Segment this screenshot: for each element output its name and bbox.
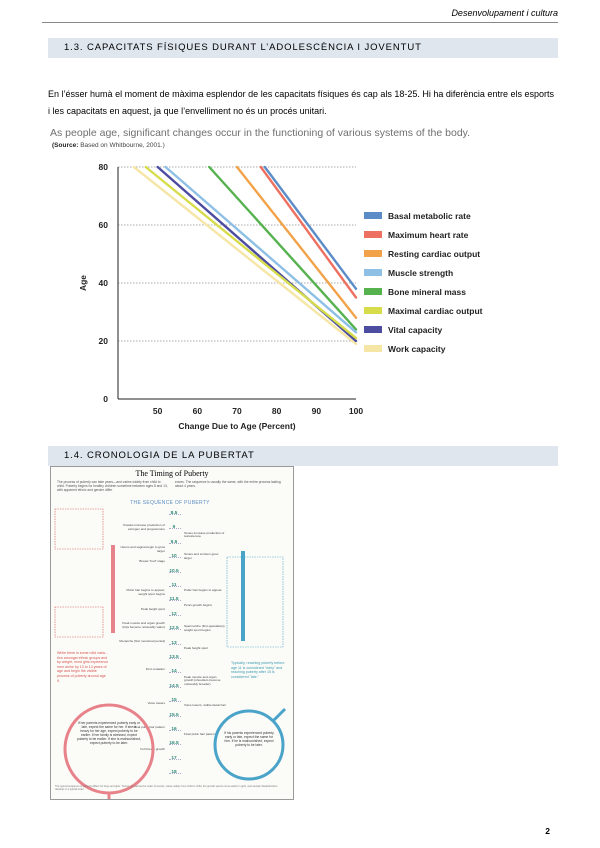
- girls-event: Final pubic hair pattern: [133, 725, 165, 729]
- girls-event: Voice lowers: [147, 700, 165, 705]
- legend-label: Resting cardiac output: [388, 249, 481, 259]
- x-tick-label: 90: [311, 406, 322, 416]
- legend-label: Bone mineral mass: [388, 287, 466, 297]
- girls-event: Uterus and vagina begin to grow larger: [120, 545, 165, 553]
- age-label: 15.5: [169, 712, 179, 718]
- girls-event: First ovulation: [145, 667, 165, 672]
- female-symbol: [65, 705, 153, 793]
- puberty-timing-infographic: [50, 466, 294, 800]
- page-number: 2: [545, 826, 550, 836]
- figure-source-text: Based on Whitbourne, 2001.): [80, 142, 165, 149]
- aging-line-chart: [48, 154, 518, 439]
- boys-event: Testes and scrotum grow larger: [184, 552, 219, 560]
- age-label: 14: [171, 669, 177, 675]
- girls-event: Breast "bud" stage: [139, 559, 165, 564]
- boys-event: Peak muscle and organ growth (shoulders become noticeably broader): [184, 674, 221, 686]
- girls-event: Menarche (first menstrual period): [119, 638, 165, 643]
- x-tick-label: 50: [152, 406, 163, 416]
- boys-event: Penis growth begins: [184, 602, 212, 607]
- girls-menarche-bracket: [55, 607, 103, 637]
- x-tick-label: 60: [192, 406, 203, 416]
- girls-event: Pubic hair begins to appear; weight spurt begins: [126, 588, 165, 596]
- infographic-graphics: [51, 467, 293, 799]
- legend-swatch: [364, 212, 382, 219]
- section-title-physical-capacities: 1.3. CAPACITATS FÍSIQUES DURANT L’ADOLESCÈNCIA I JOVENTUT: [48, 38, 558, 58]
- header-rule: [42, 22, 558, 23]
- age-label: 12: [171, 611, 177, 617]
- girls-event: Ovaries increase production of estrogen and progesterone: [123, 523, 165, 531]
- legend-swatch: [364, 307, 382, 314]
- figure-source: [52, 142, 165, 149]
- age-label: 13.5: [169, 655, 179, 660]
- legend-swatch: [364, 326, 382, 333]
- boys-range-bar: [241, 551, 245, 641]
- age-label: 9: [172, 525, 176, 531]
- legend-swatch: [364, 231, 382, 238]
- age-label: 18: [171, 770, 177, 776]
- series-line: [265, 167, 356, 289]
- y-axis-title: Age: [78, 274, 88, 292]
- age-label: 8.5: [170, 511, 178, 516]
- female-circle-text: If her parents experienced puberty early or late, expect the same for her. If she is heavy for her age, expect puberty to be earlier. If her family is stressed, expect puberty to be earlier. If she is malnourished, expect puberty to be later.: [77, 721, 141, 745]
- age-label: 13: [171, 640, 177, 646]
- boys-onset-bracket: [227, 557, 283, 647]
- girls-range-bar: [111, 545, 115, 633]
- y-tick-label: 0: [103, 394, 108, 404]
- infographic-intro-left: The process of puberty can take years—and varies widely from child to child. Puberty begins for healthy children sometime between ages 8 and 13, with apparent ethnic and gender differ: [57, 480, 168, 493]
- male-circle-text: If his parents experienced puberty early or late, expect the same for him. If he is malnourished, expect puberty to be later.: [224, 731, 274, 747]
- legend-swatch: [364, 269, 382, 276]
- infographic-footnote: The typical sequence of puberty differs for boys and girls. Timing, as well as the order of events, varies widely from child to child, but growth spurts come earlier in girls, and sexual characteristics develop in a typical order.: [55, 785, 278, 791]
- legend-label: Basal metabolic rate: [388, 211, 471, 221]
- x-axis-title: Change Due to Age (Percent): [178, 421, 296, 431]
- y-tick-label: 20: [98, 336, 108, 346]
- age-label: 10.5: [169, 568, 179, 574]
- y-tick-label: 80: [98, 162, 108, 172]
- y-tick-label: 40: [98, 278, 108, 288]
- running-header: Desenvolupament i cultura: [451, 8, 558, 18]
- age-label: 16.5: [169, 741, 179, 747]
- early-late-note: Typically, reaching puberty before age 11 is considered "early" and reaching puberty after 15 is considered "late.": [231, 661, 285, 679]
- girls-event: Peak muscle and organ growth (hips become noticeably wider): [122, 621, 165, 629]
- sequence-title: THE SEQUENCE OF PUBERTY: [130, 500, 210, 506]
- legend-swatch: [364, 288, 382, 295]
- age-label: 12.5: [169, 626, 179, 632]
- boys-event: Pubic hair begins to appear: [184, 588, 222, 593]
- infographic-intro-right: ences. The sequence is usually the same, with the entire process lasting about 4 years.: [175, 480, 281, 489]
- girls-event: Full breast growth: [140, 746, 165, 751]
- figure-caption: As people age, significant changes occur in the functioning of various systems of the body.: [50, 127, 471, 139]
- boys-event: Voice lowers; visible facial hair: [184, 703, 226, 708]
- age-label: 14.5: [169, 683, 179, 689]
- legend-label: Vital capacity: [388, 325, 443, 335]
- boys-event: Spermarche (first ejaculation); weight spurt begins: [184, 624, 226, 632]
- boys-event: Final pubic hair pattern: [184, 732, 216, 737]
- x-tick-label: 70: [232, 406, 242, 416]
- age-label: 16: [171, 727, 177, 732]
- boys-event: Testes increase production of testosterone: [184, 530, 225, 539]
- age-label: 9.5: [170, 539, 178, 545]
- infographic-title: The Timing of Puberty: [135, 469, 209, 478]
- legend-swatch: [364, 250, 382, 257]
- age-label: 15: [171, 698, 177, 704]
- legend-label: Maximum heart rate: [388, 230, 469, 240]
- figure-source-label: (Source:: [52, 142, 79, 149]
- legend-swatch: [364, 345, 382, 352]
- body-paragraph: En l’ésser humà el moment de màxima esplendor de les capacitats físiques és cap als 18-25. Hi ha diferència entre els esports i les capacitats en aquest, ja que l’envelliment no és un procés unitari.: [48, 89, 554, 116]
- girls-event: Peak height spurt: [140, 606, 165, 611]
- legend-label: Work capacity: [388, 344, 446, 354]
- age-label: 11: [171, 583, 177, 588]
- legend-label: Muscle strength: [388, 268, 454, 278]
- age-label: 10: [171, 554, 177, 560]
- legend-label: Maximal cardiac output: [388, 306, 483, 316]
- age-label: 11.5: [169, 597, 179, 603]
- section-title-puberty-chronology: 1.4. CRONOLOGIA DE LA PUBERTAT: [48, 446, 558, 466]
- series-line: [134, 167, 356, 344]
- girls-variation-note: While there is some mild varia... tion amongst ethnic groups and by weight, most girls experience men arche by 13 to 14 years of age and begin the visible process of puberty around age 9.: [57, 651, 109, 683]
- x-tick-label: 100: [348, 406, 364, 416]
- boys-event: Peak height spurt: [184, 645, 209, 650]
- x-tick-label: 80: [271, 406, 282, 416]
- girls-onset-bracket: [55, 509, 103, 549]
- y-tick-label: 60: [98, 220, 108, 230]
- age-label: 17: [171, 755, 177, 761]
- male-symbol-arrow: [273, 709, 285, 721]
